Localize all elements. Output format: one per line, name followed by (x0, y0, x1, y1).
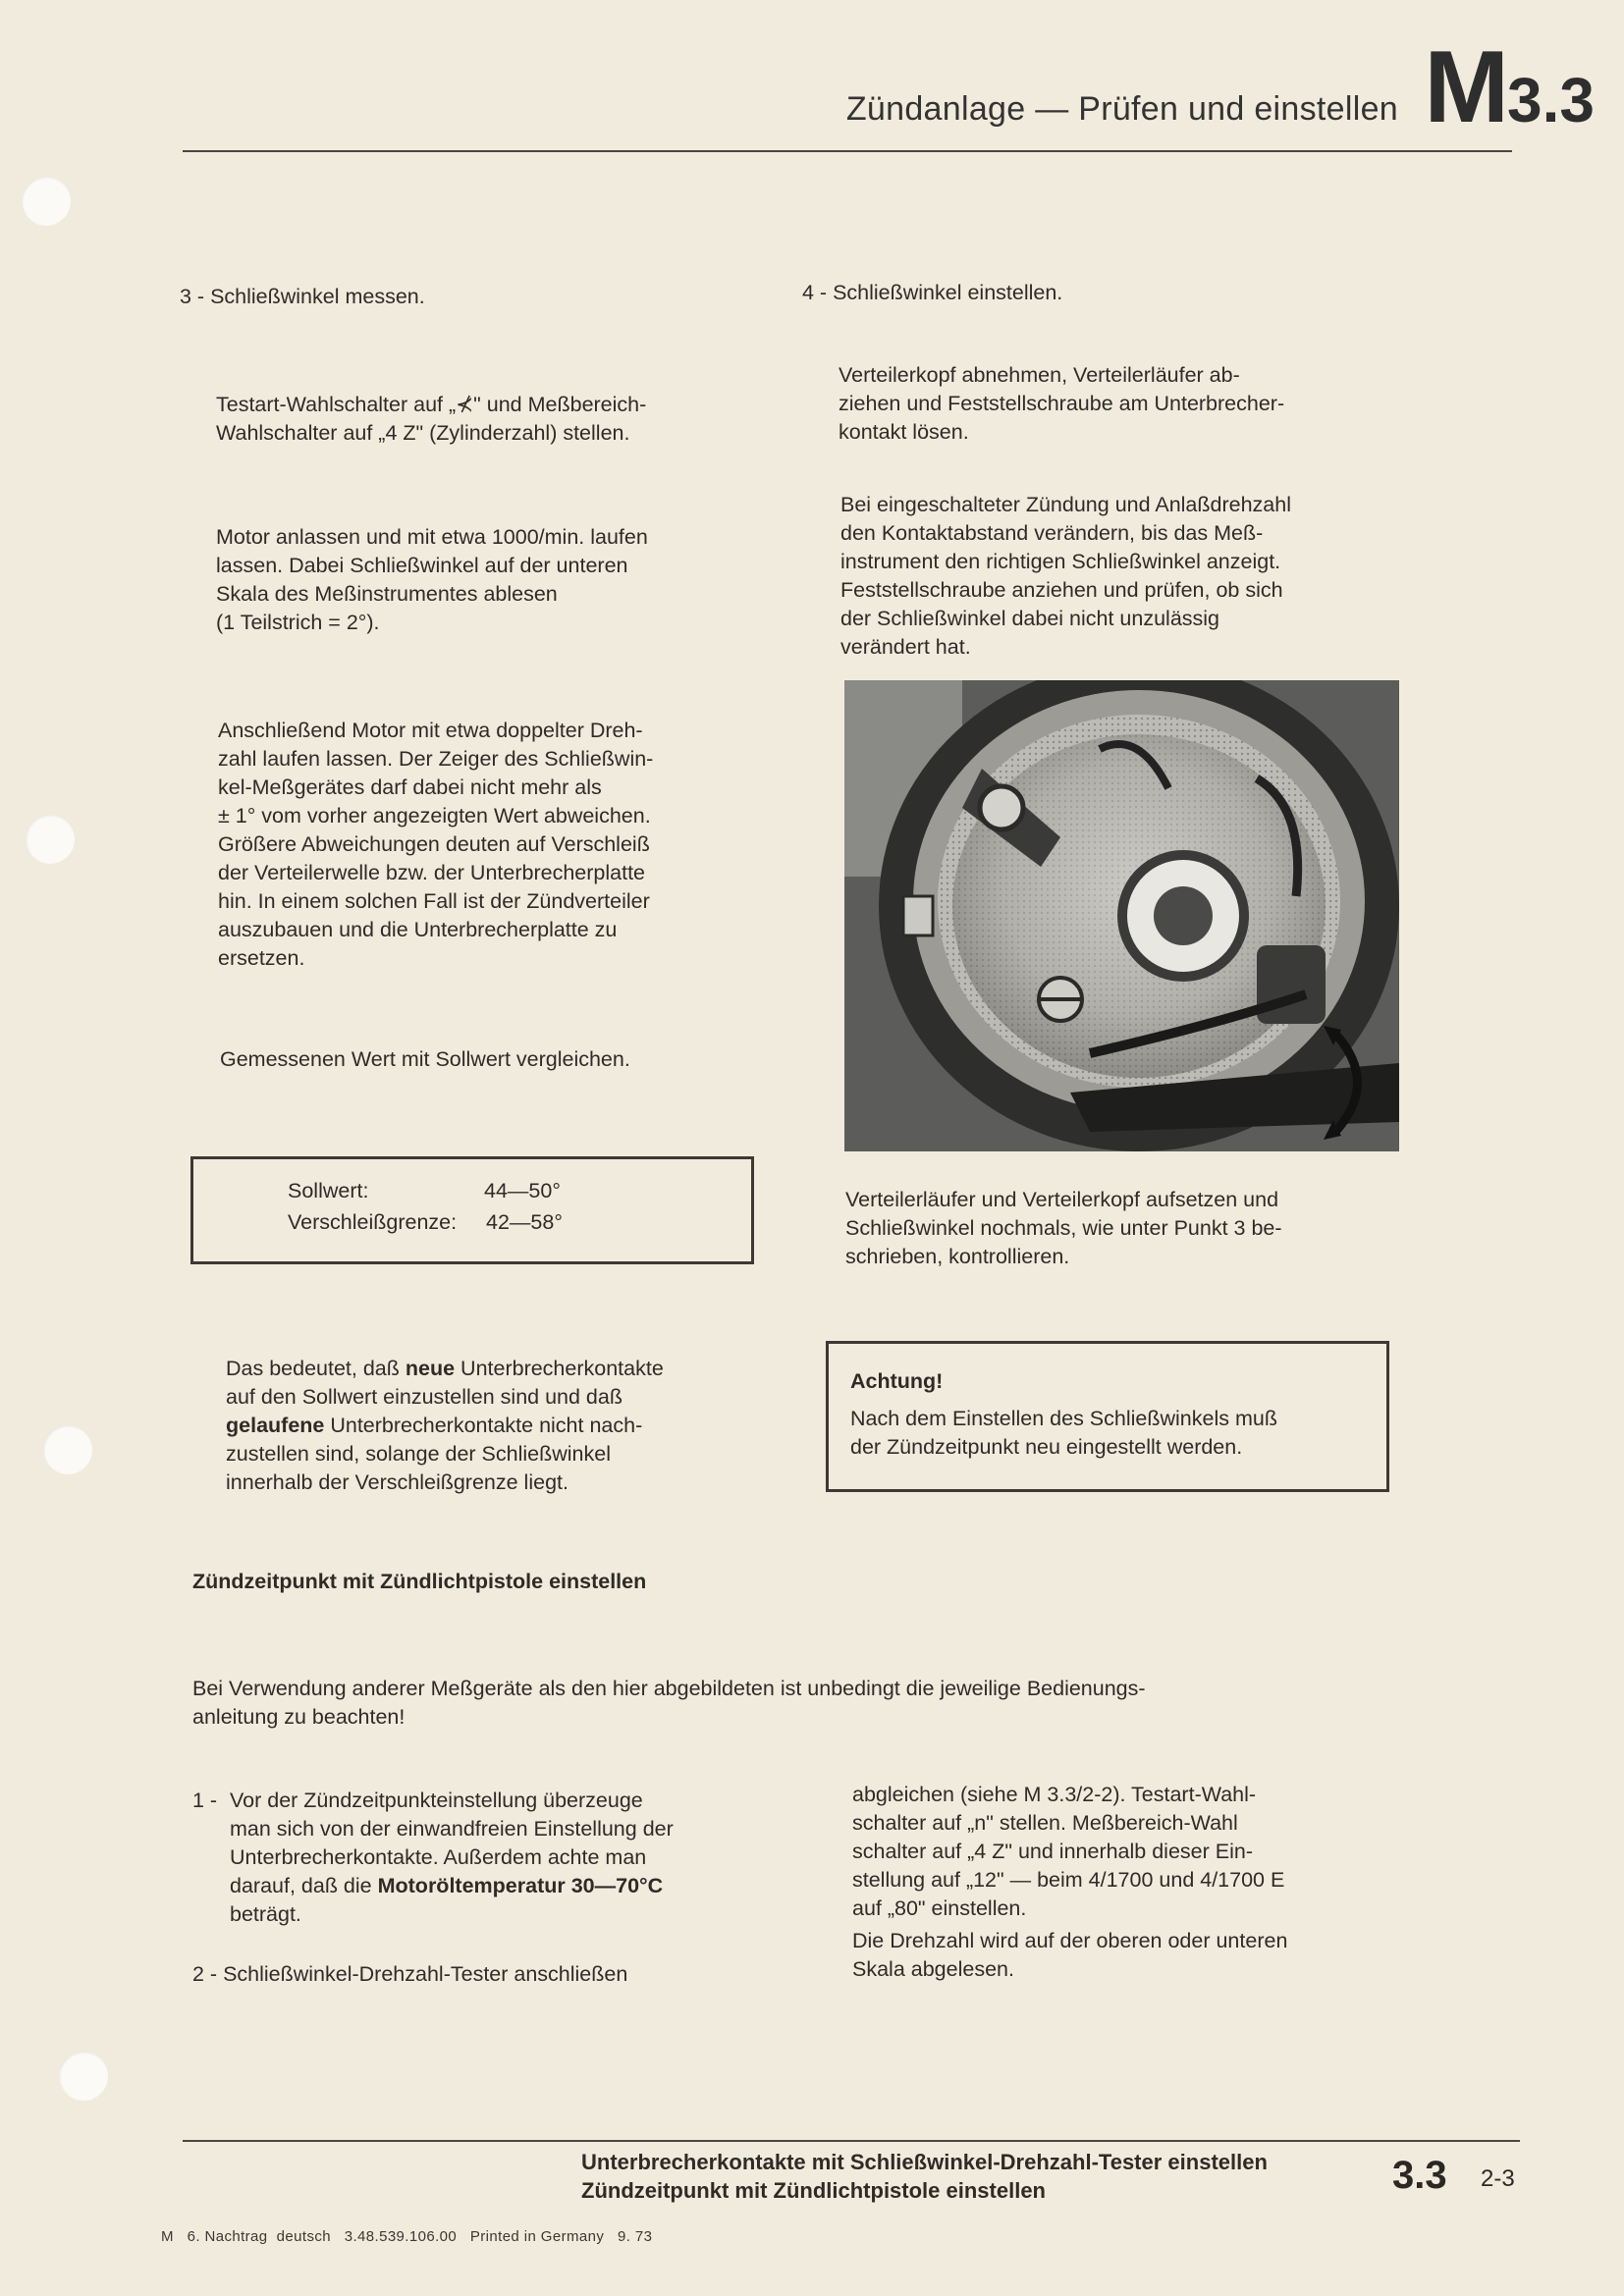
footer-title-line: Zündzeitpunkt mit Zündlichtpistole einstellen (581, 2178, 1046, 2203)
text-line: den Kontaktabstand verändern, bis das Meß- (840, 521, 1264, 545)
text-span: Unterbrecherkontakte (455, 1357, 664, 1380)
section2-right-para2 (852, 1927, 1287, 1984)
footer-imprint: M 6. Nachtrag deutsch 3.48.539.106.00 Printed in Germany 9. 73 (161, 2228, 653, 2245)
warning-text (850, 1405, 1277, 1462)
text-line: Skala des Meßinstrumentes ablesen (216, 582, 558, 606)
punch-hole (43, 1425, 92, 1474)
sollwert-value: 44—50° (484, 1179, 561, 1202)
step3-heading: 3 - Schließwinkel messen. (180, 285, 425, 308)
text-line: auf den Sollwert einzustellen sind und daß (226, 1385, 623, 1409)
text-line: Verteilerläufer und Verteilerkopf aufsetzen und (845, 1188, 1279, 1211)
item1-text (230, 1787, 674, 1929)
text-line: Schließwinkel nochmals, wie unter Punkt 3 be- (845, 1216, 1282, 1240)
section2-right-para1 (852, 1781, 1284, 1923)
text-line: ziehen und Feststellschraube am Unterbrecher- (839, 392, 1285, 415)
text-line: kel-Meßgerätes darf dabei nicht mehr als (218, 775, 602, 799)
right-para3 (845, 1186, 1282, 1271)
punch-hole (59, 2052, 108, 2101)
text-line: Wahlschalter auf „4 Z" (Zylinderzahl) stellen. (216, 421, 630, 445)
text-line: Skala abgelesen. (852, 1957, 1014, 1981)
text-span: darauf, daß die (230, 1874, 378, 1897)
sollwert-label: Sollwert: (288, 1179, 369, 1202)
text-line: hin. In einem solchen Fall ist der Zündverteiler (218, 889, 650, 913)
emphasis-used: gelaufene (226, 1414, 325, 1437)
text-line: Die Drehzahl wird auf der oberen oder unteren (852, 1929, 1288, 1952)
right-para2 (840, 491, 1291, 662)
left-para4: Gemessenen Wert mit Sollwert vergleichen. (220, 1047, 630, 1071)
spec-box (190, 1156, 754, 1264)
footer-title (581, 2148, 1268, 2205)
text-line: abgleichen (siehe M 3.3/2-2). Testart-Wahl- (852, 1783, 1257, 1806)
section-code (1424, 29, 1595, 146)
text-line: ersetzen. (218, 946, 305, 970)
text-line: Feststellschraube anziehen und prüfen, ob sich (840, 578, 1283, 602)
text-line: zahl laufen lassen. Der Zeiger des Schließwin- (218, 747, 654, 771)
punch-hole (22, 177, 71, 226)
text-line: innerhalb der Verschleißgrenze liegt. (226, 1470, 568, 1494)
text-line: verändert hat. (840, 635, 971, 659)
text-line: Vor der Zündzeitpunkteinstellung überzeuge (230, 1789, 643, 1812)
oil-temp-emphasis: Motoröltemperatur 30—70°C (377, 1874, 664, 1897)
page-title: Zündanlage — Prüfen und einstellen (845, 90, 1398, 128)
grenze-label: Verschleißgrenze: (288, 1210, 458, 1234)
text-span: Unterbrecherkontakte nicht nach- (324, 1414, 643, 1437)
footer-title-line: Unterbrecherkontakte mit Schließwinkel-Drehzahl-Tester einstellen (581, 2150, 1268, 2174)
text-line: der Zündzeitpunkt neu eingestellt werden. (850, 1435, 1243, 1459)
text-line: Verteilerkopf abnehmen, Verteilerläufer ab- (839, 363, 1240, 387)
text-line: lassen. Dabei Schließwinkel auf der unteren (216, 554, 628, 577)
header-rule (183, 150, 1512, 152)
text-line: Testart-Wahlschalter auf „⊀" und Meßbereich- (216, 393, 647, 416)
text-span: Das bedeutet, daß (226, 1357, 406, 1380)
left-para3 (218, 717, 653, 973)
section2-intro (192, 1675, 1146, 1732)
distributor-illustration (844, 680, 1399, 1151)
step4-heading: 4 - Schließwinkel einstellen. (802, 281, 1063, 304)
distributor-photo (844, 680, 1399, 1151)
text-line: schalter auf „n" stellen. Meßbereich-Wahl (852, 1811, 1238, 1835)
text-line (226, 1355, 664, 1383)
text-line: kontakt lösen. (839, 420, 969, 444)
text-line: (1 Teilstrich = 2°). (216, 611, 380, 634)
text-line: Motor anlassen und mit etwa 1000/min. laufen (216, 525, 648, 549)
text-line: Nach dem Einstellen des Schließwinkels muß (850, 1407, 1277, 1430)
item2-text: 2 - Schließwinkel-Drehzahl-Tester anschließen (192, 1962, 628, 1986)
text-line: auf „80" einstellen. (852, 1896, 1027, 1920)
text-line: instrument den richtigen Schließwinkel anzeigt. (840, 550, 1281, 573)
text-line (230, 1872, 674, 1900)
text-line: der Verteilerwelle bzw. der Unterbrecherplatte (218, 861, 645, 884)
section-code-number: 3.3 (1507, 65, 1595, 135)
text-line: ± 1° vom vorher angezeigten Wert abweichen. (218, 804, 651, 828)
text-line (226, 1412, 664, 1440)
text-line: schrieben, kontrollieren. (845, 1245, 1070, 1268)
footer-page-number: 2-3 (1481, 2165, 1515, 2192)
text-line: schalter auf „4 Z" und innerhalb dieser Ein- (852, 1840, 1253, 1863)
text-line: anleitung zu beachten! (192, 1705, 406, 1729)
text-line: Unterbrecherkontakte. Außerdem achte man (230, 1845, 647, 1869)
right-para1 (839, 361, 1284, 447)
text-line: der Schließwinkel dabei nicht unzulässig (840, 607, 1220, 630)
footer-rule (183, 2140, 1520, 2142)
text-line: Bei Verwendung anderer Meßgeräte als den hier abgebildeten ist unbedingt die jeweilige Bedienungs- (192, 1677, 1146, 1700)
text-line: Bei eingeschalteter Zündung und Anlaßdrehzahl (840, 493, 1291, 516)
text-line: beträgt. (230, 1902, 301, 1926)
text-line: Anschließend Motor mit etwa doppelter Dreh- (218, 719, 643, 742)
grenze-value: 42—58° (486, 1210, 563, 1234)
footer-section-number: 3.3 (1392, 2154, 1447, 2197)
punch-hole (26, 815, 75, 864)
section2-heading: Zündzeitpunkt mit Zündlichtpistole einstellen (192, 1570, 647, 1593)
warning-box (826, 1341, 1389, 1492)
text-line: stellung auf „12" — beim 4/1700 und 4/1700 E (852, 1868, 1285, 1892)
text-line: zustellen sind, solange der Schließwinkel (226, 1442, 611, 1466)
text-line: man sich von der einwandfreien Einstellung der (230, 1817, 674, 1841)
section-code-letter: M (1424, 30, 1508, 144)
text-line: auszubauen und die Unterbrecherplatte zu (218, 918, 618, 941)
left-para5 (226, 1355, 664, 1497)
text-line: Größere Abweichungen deuten auf Verschleiß (218, 832, 650, 856)
item1-number: 1 - (192, 1789, 218, 1812)
emphasis-new: neue (405, 1357, 456, 1380)
left-para1 (216, 391, 646, 448)
left-para2 (216, 523, 648, 637)
warning-title: Achtung! (850, 1369, 944, 1393)
